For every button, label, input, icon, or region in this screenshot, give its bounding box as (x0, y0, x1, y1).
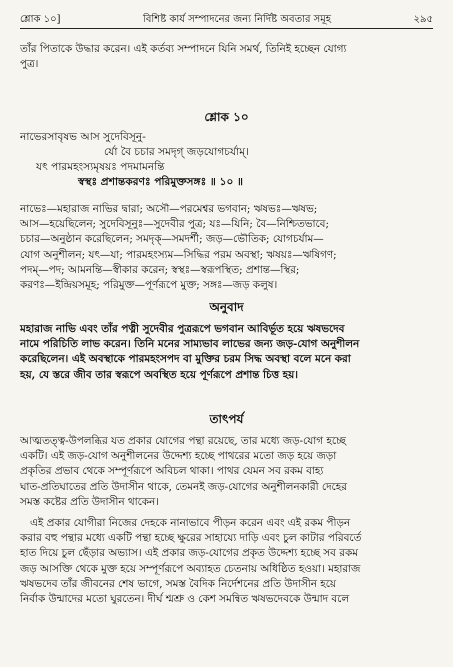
word-meanings (20, 202, 433, 293)
text-line: পদম্‌—পদ; আমনন্তি—স্বীকার করেন; স্বস্থঃ—স্বরূপস্থিত; প্রশান্ত—স্থির; (20, 263, 300, 276)
text-line: চচার—অনুষ্ঠান করেছিলেন; সমদৃক্‌—সমদর্শী; জড়—ভৌতিক; যোগচর্যাম— (20, 233, 324, 246)
running-header (20, 10, 433, 29)
sanskrit-verse (20, 130, 433, 190)
translation-heading: অনুবাদ (209, 300, 244, 314)
text-line: তাঁর পিতাকে উদ্ধার করেন। এই কর্তব্য সম্পাদনে যিনি সমর্থ, তিনিই হচ্ছেন যোগ্য (20, 43, 347, 55)
text-line: হয়, যে স্তরে জীব তার স্বরূপে অবস্থিত হয়ে পূর্ণরূপে প্রশান্ত চিত্ত হয়। (20, 368, 298, 381)
text-line: মহারাজ নাভি এবং তাঁর পত্নী সুদেবীর পুত্ররূপে ভগবান আবির্ভূত হয়ে ঋষভদেব (20, 323, 345, 335)
purport-paragraph-1 (20, 434, 433, 510)
text-line: আস—হয়েছিলেন; সুদেবিসূনুঃ—সুদেবীর পুত্র; যঃ—যিনি; বৈ—নিশ্চিতভাবে; (20, 218, 329, 231)
header-chapter-title: বিশিষ্ট কার্য সম্পাদনের জন্য নির্দিষ্ট অবতার সমূহ (143, 14, 332, 25)
text-line: একটি। এই জড়-যোগ অনুশীলনের উদ্দেশ্য হচ্ছে পাথরের মতো জড় হয়ে জড়া (20, 450, 337, 463)
text-line: পুত্র। (20, 58, 39, 71)
text-line: নাভেঃ—মহারাজ নাভির দ্বারা; অসৌ—পরমেশ্বর ভগবান; ঋষভঃ—ঋষভ; (20, 203, 318, 215)
text-line: ঋষভদেব তাঁর জীবনের শেষ ভাগে, সমস্ত বৈদিক নির্দেশনের প্রতি উদাসীন হয়ে (20, 577, 337, 590)
text-line: এই প্রকার যোগীরা নিজের দেহকে নানাভাবে পীড়ন করেন এবং এই রকম পীড়ন (30, 517, 351, 529)
text-line: আত্মতত্ত্ব-উপলব্ধির যত প্রকার যোগের পন্থা রয়েছে, তার মধ্যে জড়-যোগ হচ্ছে (20, 435, 346, 447)
text-line: করণঃ—ইন্দ্রিয়সমূহ; পরিমুক্ত—পূর্ণরূপে মুক্ত; সঙ্গঃ—জড় কলুষ। (20, 279, 278, 292)
text-line: হাত দিয়ে চুল ছেঁড়ার অভ্যাস। এই প্রকার জড়-যোগের প্রকৃত উদ্দেশ্য হচ্ছে সব রকম (20, 547, 359, 560)
verse-heading: শ্লোক ১০ (204, 110, 249, 124)
text-line: ঘাত-প্রতিঘাতের প্রতি উদাসীন থাকে, তেমনই জড়-যোগের অনুশীলনকারী দেহের (20, 480, 347, 493)
text-line: করার বহু পন্থার মধ্যে একটি পন্থা হচ্ছে ক্ষুরের সাহায্যে দাড়ি এবং চুল কাটার পরিবর্তে (20, 532, 362, 545)
text-line: সমস্ত কষ্টের প্রতি উদাসীন থাকেন। (20, 495, 159, 508)
purport-paragraph-2 (20, 516, 433, 607)
text-line: নামে পরিচিতি লাভ করেন। তিনি মনের সাম্যভাব লাভের জন্য জড়-যোগ অনুশীলন (20, 338, 360, 351)
text-line: করেছিলেন। এই অবস্থাকে পারমহংসপদ বা মুক্তির চরম সিদ্ধ অবস্থা বলে মনে করা (20, 353, 351, 366)
verse-line: যৎ পারমহংস্যমৃষয়ঃ পদমামনন্তি (36, 161, 165, 173)
page-number: ২৯৫ (413, 14, 433, 25)
verse-line: র্যো বৈ চচার সমদৃগ্‌ জড়যোগচর্যাম্‌। (104, 146, 249, 158)
intro-paragraph (20, 42, 433, 72)
header-verse-ref: শ্লোক ১০] (20, 14, 61, 25)
text-line: নির্বাক উন্মাদের মতো ঘুরতেন। দীর্ঘ শ্মশ্রু ও কেশ সমন্বিত ঋষভদেবকে উন্মাদ বলে (20, 593, 350, 606)
verse-line: স্বস্থঃ প্রশান্তকরণঃ পরিমুক্তসঙ্গঃ ॥ ১০ ॥ (78, 176, 244, 188)
verse-line: নাভেরসাবৃষভ আস সুদেবিসূনু- (20, 131, 146, 143)
text-line: যোগ অনুশীলন; যৎ—যা; পারমহংস্যম—সিদ্ধির পরম অবস্থা; ঋষয়ঃ—ঋষিগণ; (20, 248, 337, 261)
text-line: জড় আসক্তি থেকে মুক্ত হয়ে সম্পূর্ণরূপে অব্যাহত চেতনায় অধিষ্ঠিত হওয়া। মহারাজ (20, 562, 361, 575)
text-line: প্রকৃতির প্রভাব থেকে সম্পূর্ণরূপে অবিচল থাকা। পাথর যেমন সব রকম বাহ্য (20, 465, 324, 478)
translation (20, 322, 433, 383)
purport-heading: তাৎপর্য (209, 412, 244, 426)
